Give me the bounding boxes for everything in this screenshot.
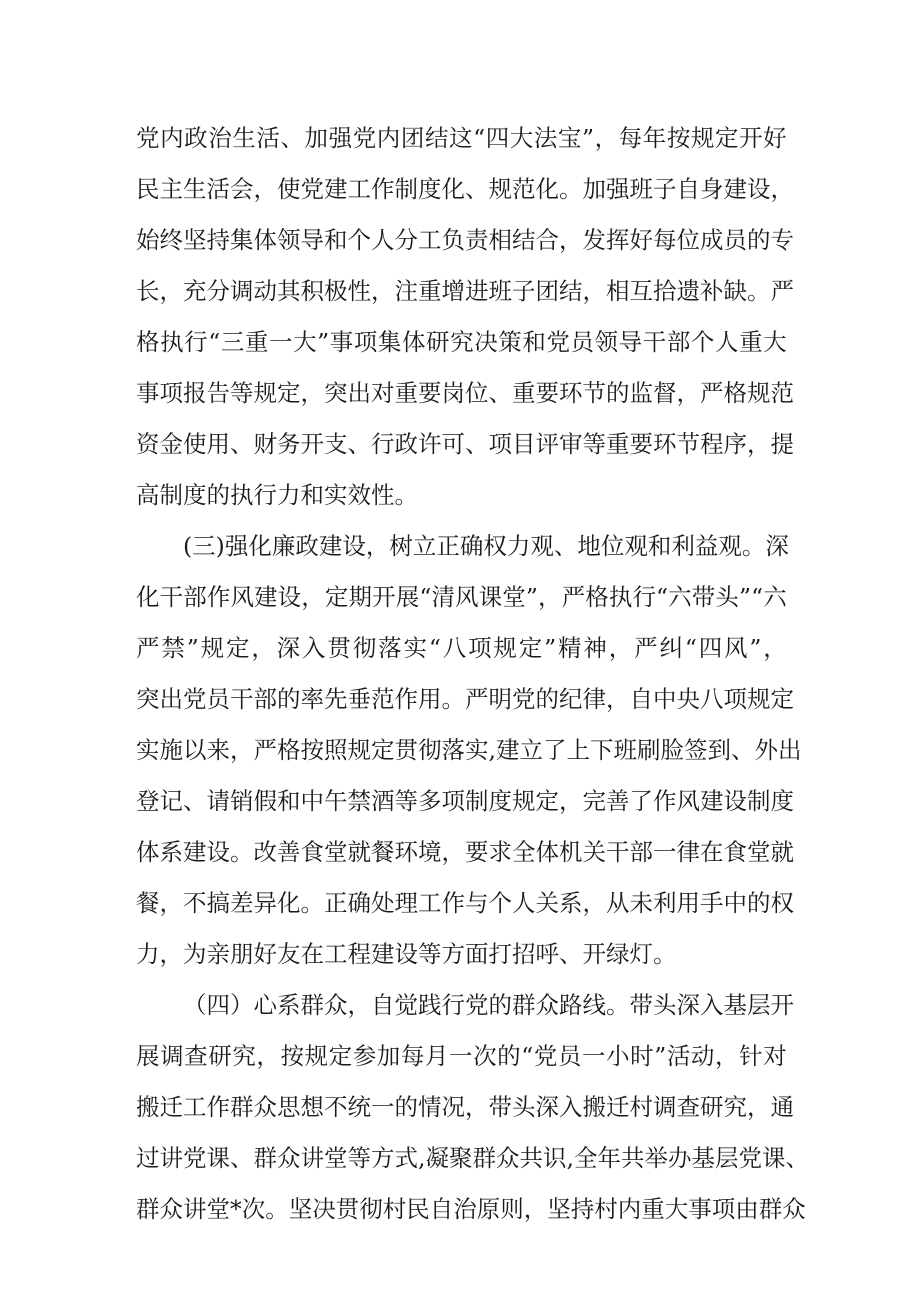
text-line: 长 ， 充 分 调 动 其 积 极 性 ， 注 重 增 进 班 子 团 结 ， 相 互 拾 遗 补 缺 。 严 [136, 277, 794, 305]
text-line: 资 金 使 用 、 财 务 开 支 、 行 政 许 可 、 项 目 评 审 等 重 要 环 节 程 序 ， 提 [136, 430, 794, 458]
text-line: 突 出 党 员 干 部 的 率 先 垂 范 作 用 。 严 明 党 的 纪 律 ， 自 中 央 八 项 规 定 [136, 685, 794, 713]
text-line: 餐 ， 不 搞 差 异 化 。 正 确 处 理 工 作 与 个 人 关 系 ， 从 未 利 用 手 中 的 权 [136, 889, 794, 917]
body-text [136, 113, 809, 1235]
text-line: 展 调 查 研 究 ， 按 规 定 参 加 每 月 一 次 的 “ 党 员 一 小 时 ” 活 动 ， 针 对 [136, 1042, 787, 1070]
text-line: 过 讲 党 课 、 群 众 讲 堂 等 方 式 , 凝 聚 群 众 共 识 , 全 年 共 举 办 基 层 党 课 、 [136, 1144, 809, 1172]
text-line: 高制度的执行力和实效性。 [136, 481, 418, 509]
text-line: 民 主 生 活 会 ， 使 党 建 工 作 制 度 化 、 规 范 化 。 加 强 班 子 自 身 建 设 ， [136, 175, 794, 203]
text-line: 格 执 行 “ 三 重 一 大 ” 事 项 集 体 研 究 决 策 和 党 员 领 导 干 部 个 人 重 大 [136, 328, 787, 356]
text-line: ( 三 ) 强 化 廉 政 建 设 ， 树 立 正 确 权 力 观 、 地 位 观 和 利 益 观 。 深 [183, 532, 789, 560]
text-line: 力，为亲朋好友在工程建设等方面打招呼、开绿灯。 [136, 940, 677, 968]
text-line: 登 记 、 请 销 假 和 中 午 禁 酒 等 多 项 制 度 规 定 ， 完 善 了 作 风 建 设 制 度 [136, 787, 794, 815]
text-line: 严 禁 ” 规 定 ， 深 入 贯 彻 落 实 “ 八 项 规 定 ” 精 神 ， 严 纠 “ 四 风 ” ， [136, 634, 787, 662]
text-line: 体 系 建 设 。 改 善 食 堂 就 餐 环 境 ， 要 求 全 体 机 关 干 部 一 律 在 食 堂 就 [136, 838, 794, 866]
text-line: 党 内 政 治 生 活 、 加 强 党 内 团 结 这 “ 四 大 法 宝 ” ， 每 年 按 规 定 开 好 [136, 124, 787, 152]
text-line: 始 终 坚 持 集 体 领 导 和 个 人 分 工 负 责 相 结 合 ， 发 挥 好 每 位 成 员 的 专 [136, 226, 794, 254]
text-line: 群 众 讲 堂 * 次 。 坚 决 贯 彻 村 民 自 治 原 则 ， 坚 持 村 内 重 大 事 项 由 群 众 [136, 1195, 806, 1223]
text-line: （ 四 ） 心 系 群 众 ， 自 觉 践 行 党 的 群 众 路 线 。 带 头 深 入 基 层 开 [183, 991, 794, 1019]
text-line: 搬 迁 工 作 群 众 思 想 不 统 一 的 情 况 ， 带 头 深 入 搬 迁 村 调 查 研 究 ， 通 [136, 1093, 794, 1121]
text-line: 实 施 以 来 ， 严 格 按 照 规 定 贯 彻 落 实 , 建 立 了 上 下 班 刷 脸 签 到 、 外 出 [136, 736, 802, 764]
text-line: 事 项 报 告 等 规 定 ， 突 出 对 重 要 岗 位 、 重 要 环 节 的 监 督 ， 严 格 规 范 [136, 379, 794, 407]
text-line: 化 干 部 作 风 建 设 ， 定 期 开 展 “ 清 风 课 堂 ” ， 严 格 执 行 “ 六 带 头 ” “ 六 [136, 583, 787, 611]
